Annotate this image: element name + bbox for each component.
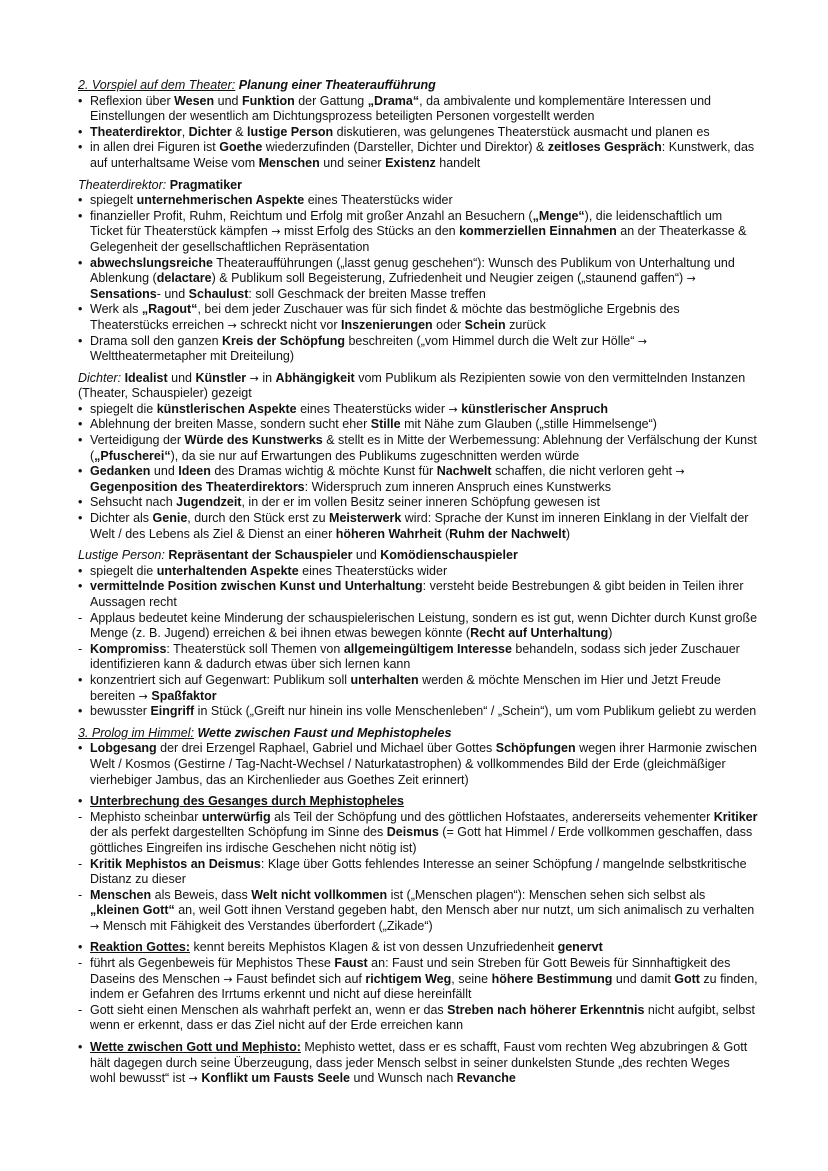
arrow-right-icon: →: [227, 318, 237, 332]
emphasis-text: Unterbrechung des Gesanges durch Mephistopheles: [90, 794, 404, 809]
list-item: • Drama soll den ganzen Kreis der Schöpfung beschreiten („vom Himmel durch die Welt zur Hölle“ → Welttheatermetapher mit Dreiteilung): [78, 333, 648, 364]
emphasis-text: Inszenierungen: [340, 317, 433, 332]
arrow-right-icon: →: [675, 465, 685, 479]
emphasis-text: Gedanken: [90, 464, 151, 479]
list-item: • in allen drei Figuren ist Goethe wiederzufinden (Darsteller, Dichter und Direktor) & zeitloses Gespräch: Kunstwerk, das auf unterhaltsame Weise vom Menschen und seiner Existenz handelt: [78, 140, 755, 170]
emphasis-text: künstlerischen Aspekte: [156, 401, 297, 416]
intro-list: [78, 94, 758, 172]
emphasis-text: Ruhm der Nachwelt: [449, 526, 566, 541]
emphasis-text: künstlerischer Anspruch: [461, 401, 609, 416]
emphasis-text: vermittelnde Position zwischen Kunst und Unterhaltung: [90, 579, 423, 594]
direktor-title: Pragmatiker: [169, 177, 242, 192]
list-item: • spiegelt die unterhaltenden Aspekte eines Theaterstücks wider: [78, 563, 448, 578]
emphasis-text: höhere Bestimmung: [491, 971, 613, 986]
emphasis-text: Gegenposition des Theaterdirektors: [90, 479, 305, 494]
emphasis-text: genervt: [557, 940, 603, 955]
emphasis-text: kommerziellen Einnahmen: [459, 224, 617, 239]
section-heading-vorspiel: [78, 78, 758, 94]
emphasis-text: Recht auf Unterhaltung: [470, 626, 609, 641]
emphasis-text: Genie: [152, 511, 188, 526]
arrow-right-icon: →: [90, 919, 100, 933]
list-item: • Wette zwischen Gott und Mephisto: Mephisto wettet, dass er es schafft, Faust vom rechten Weg abzubringen & Gott hält dagegen durch seine Überzeugung, dass jeder Mensch selbst in seiner dunkelsten Stunde „des rechten Weges wohl bewusst“ ist → Konflikt um Fausts Seele und Wunsch nach Revanche: [78, 1040, 748, 1086]
arrow-right-icon: →: [138, 689, 148, 703]
emphasis-text: Kompromiss: [90, 641, 167, 656]
emphasis-text: „Pfuscherei“: [94, 448, 171, 463]
list-item: - Mephisto scheinbar unterwürfig als Teil der Schöpfung und des göttlichen Hofstaates, andererseits vehementer Kritiker der als perfekt dargestellten Schöpfung im Sinne des Deismus (= Gott hat Himmel / Erde vollkommen geschaffen, dass göttliches Eingreifen ins irdische Geschehen nicht nötig ist): [78, 809, 758, 855]
emphasis-text: unterhalten: [350, 672, 419, 687]
list-item: • vermittelnde Position zwischen Kunst und Unterhaltung: versteht beide Bestrebungen & gibt beiden in Teilen ihrer Aussagen recht: [78, 579, 744, 609]
emphasis-text: Streben nach höherer Erkenntnis: [447, 1002, 645, 1017]
lustige-person-intro: Lustige Person: Repräsentant der Schauspieler und Komödienschauspieler: [78, 548, 518, 563]
emphasis-text: Existenz: [385, 155, 436, 170]
emphasis-text: Welt nicht vollkommen: [251, 887, 388, 902]
list-item: • Reaktion Gottes: kennt bereits Mephistos Klagen & ist von dessen Unzufriedenheit genervt: [78, 940, 603, 955]
list-item: - Kompromiss: Theaterstück soll Themen von allgemeingültigem Interesse behandeln, sodass sich jeder Zuschauer identifizieren kann & dadurch etwas über sich lernen kann: [78, 641, 740, 672]
arrow-right-icon: →: [249, 371, 259, 385]
list-item: • finanzieller Profit, Ruhm, Reichtum und Erfolg mit großer Anzahl an Besuchern („Menge“), die leidenschaftlich um Ticket für Theaterstück kämpfen → misst Erfolg des Stücks an den kommerziellen Einnahmen an der Theaterkasse & Gelegenheit der gesellschaftlichen Repräsentation: [78, 208, 747, 254]
arrow-right-icon: →: [188, 1072, 198, 1086]
section-heading-title: Wette zwischen Faust und Mephistopheles: [197, 725, 452, 740]
emphasis-text: Künstler: [195, 370, 247, 385]
list-item: • bewusster Eingriff in Stück („Greift nur hinein ins volle Menschenleben“ / „Schein“), um vom Publikum geliebt zu werden: [78, 704, 757, 719]
emphasis-text: delactare: [156, 271, 212, 286]
arrow-right-icon: →: [448, 402, 458, 416]
emphasis-text: Kritiker: [713, 809, 758, 824]
emphasis-text: Konflikt um Fausts Seele: [201, 1071, 351, 1086]
emphasis-text: Theaterdirektor: [90, 124, 182, 139]
emphasis-text: unterwürfig: [201, 809, 271, 824]
reaktion-dashes: [78, 956, 758, 1034]
list-item: • konzentriert sich auf Gegenwart: Publikum soll unterhalten werden & möchte Menschen im Hier und Jetzt Freude bereiten → Spaßfaktor: [78, 672, 721, 703]
emphasis-text: Schöpfungen: [495, 741, 576, 756]
list-item: • Lobgesang der drei Erzengel Raphael, Gabriel und Michael über Gottes Schöpfungen wegen ihrer Harmonie zwischen Welt / Kosmos (Gestirne / Tag-Nacht-Wechsel / Naturkatastrophen) & vollkommendes Bild der Erde (gleichmäßiger vierhebiger Jambus, das an Kirchenlieder aus Goethes Zeit erinnert): [78, 741, 757, 787]
emphasis-text: allgemeingültigem Interesse: [343, 641, 512, 656]
emphasis-text: Gott: [674, 971, 700, 986]
wette-list: [78, 1040, 758, 1087]
dichter-intro: Dichter: Idealist und Künstler → in Abhängigkeit vom Publikum als Rezipienten sowie von den vermittelnden Instanzen (Theater, Schauspieler) gezeigt: [78, 370, 746, 401]
direktor-lead: Theaterdirektor:: [78, 177, 167, 192]
section-heading-lead: 2. Vorspiel auf dem Theater:: [78, 78, 236, 92]
unterbrechung-dashes: [78, 810, 758, 935]
section-heading-lead: 3. Prolog im Himmel:: [78, 725, 194, 740]
direktor-heading: [78, 178, 758, 194]
emphasis-text: zeitloses Gespräch: [547, 140, 662, 155]
emphasis-text: „Drama“: [367, 93, 420, 108]
emphasis-text: höheren Wahrheit: [335, 526, 442, 541]
emphasis-text: richtigem Weg: [365, 971, 452, 986]
emphasis-text: Sensations: [90, 286, 157, 301]
emphasis-text: Deismus: [386, 825, 439, 840]
emphasis-text: Dichter: [188, 124, 232, 139]
arrow-right-icon: →: [223, 972, 233, 986]
emphasis-text: Schaulust: [188, 286, 249, 301]
emphasis-text: Dichter:: [78, 370, 122, 385]
emphasis-text: Wette zwischen Gott und Mephisto:: [90, 1040, 301, 1055]
emphasis-text: Nachwelt: [436, 464, 492, 479]
document-page: [78, 78, 758, 1087]
emphasis-text: Idealist: [124, 370, 168, 385]
emphasis-text: Komödienschauspieler: [380, 548, 518, 563]
emphasis-text: Spaßfaktor: [151, 688, 217, 703]
emphasis-text: Repräsentant der Schauspieler: [168, 548, 353, 563]
emphasis-text: Goethe: [219, 140, 263, 155]
list-item: • spiegelt die künstlerischen Aspekte eines Theaterstücks wider → künstlerischer Anspruch: [78, 401, 609, 416]
emphasis-text: Abhängigkeit: [275, 370, 355, 385]
emphasis-text: Eingriff: [150, 704, 195, 719]
emphasis-text: Revanche: [456, 1071, 516, 1086]
emphasis-text: „Ragout“: [141, 302, 198, 317]
list-item: • spiegelt unternehmerischen Aspekte eines Theaterstücks wider: [78, 193, 453, 208]
list-item: - führt als Gegenbeweis für Mephistos These Faust an: Faust und sein Streben für Gott Beweis für Sinnhaftigkeit des Daseins des Menschen → Faust befindet sich auf richtigem Weg, seine höhere Bestimmung und damit Gott zu finden, indem er Gefahren des Irrtums erkennt und nicht auf diese hereinfällt: [78, 956, 758, 1002]
list-item: - Kritik Mephistos an Deismus: Klage über Gotts fehlendes Interesse an seiner Schöpfung / mangelnde selbstkritische Distanz zu dieser: [78, 856, 747, 887]
dichter-list: [78, 402, 758, 542]
list-item: • Dichter als Genie, durch den Stück erst zu Meisterwerk wird: Sprache der Kunst im inneren Einklang in der Vielfalt der Welt / des Lebens als Ziel & Dienst an einer höheren Wahrheit (Ruhm der Nachwelt): [78, 511, 749, 541]
section-heading-prolog: [78, 726, 758, 742]
list-item: • abwechslungsreiche Theateraufführungen („lasst genug geschehen“): Wunsch des Publikum von Unterhaltung und Ablenkung (delactare) & Publikum soll Begeisterung, Zufriedenheit und Neugier zeigen („staunend gaffen“) → Sensations- und Schaulust: soll Geschmack der breiten Masse treffen: [78, 255, 735, 301]
emphasis-text: Lobgesang: [90, 741, 157, 756]
list-item: • Sehsucht nach Jugendzeit, in der er im vollen Besitz seiner inneren Schöpfung gewesen ist: [78, 495, 600, 510]
reaktion-list: [78, 940, 758, 956]
arrow-right-icon: →: [271, 225, 281, 239]
emphasis-text: Faust: [334, 956, 368, 971]
emphasis-text: abwechslungsreiche: [90, 255, 213, 270]
emphasis-text: Würde des Kunstwerks: [184, 433, 323, 448]
emphasis-text: Ideen: [178, 464, 211, 479]
emphasis-text: „kleinen Gott“: [90, 903, 175, 918]
emphasis-text: Stille: [370, 417, 401, 432]
emphasis-text: Kritik Mephistos an Deismus: [90, 856, 261, 871]
list-item: • Verteidigung der Würde des Kunstwerks & stellt es in Mitte der Werbemessung: Ablehnung der Verfälschung der Kunst („Pfuscherei“), da sie nur auf Erwartungen des Publikums zugeschnitten werden würde: [78, 433, 757, 463]
emphasis-text: unternehmerischen Aspekte: [136, 193, 305, 208]
emphasis-text: Funktion: [241, 93, 295, 108]
emphasis-text: Wesen: [174, 93, 215, 108]
emphasis-text: Menschen: [90, 887, 152, 902]
section-heading-title: Planung einer Theateraufführung: [238, 78, 436, 92]
list-item: • Unterbrechung des Gesanges durch Mephistopheles: [78, 794, 404, 809]
list-item: • Werk als „Ragout“, bei dem jeder Zuschauer was für sich findet & möchte das bestmögliche Ergebnis des Theaterstücks erreichen → schreckt nicht vor Inszenierungen oder Schein zurück: [78, 302, 680, 332]
lobgesang-list: [78, 741, 758, 788]
emphasis-text: „Menge“: [532, 208, 585, 223]
list-item: • Theaterdirektor, Dichter & lustige Person diskutieren, was gelungenes Theaterstück ausmacht und planen es: [78, 124, 710, 139]
emphasis-text: Meisterwerk: [329, 511, 402, 526]
emphasis-text: Menschen: [258, 155, 320, 170]
emphasis-text: Kreis der Schöpfung: [222, 333, 345, 348]
list-item: • Gedanken und Ideen des Dramas wichtig & möchte Kunst für Nachwelt schaffen, die nicht verloren geht → Gegenposition des Theaterdirektors: Widerspruch zum inneren Anspruch eines Kunstwerks: [78, 464, 685, 494]
arrow-right-icon: →: [637, 334, 648, 348]
direktor-list: [78, 193, 758, 365]
arrow-right-icon: →: [686, 272, 696, 286]
lustige-person-list: [78, 564, 758, 720]
emphasis-text: Lustige Person:: [78, 548, 165, 563]
list-item: - Gott sieht einen Menschen als wahrhaft perfekt an, wenn er das Streben nach höherer Erkenntnis nicht aufgibt, selbst wenn er erkennt, dass er das Ziel nicht auf der Erde erreichen kann: [78, 1002, 755, 1033]
emphasis-text: Reaktion Gottes:: [90, 940, 191, 955]
emphasis-text: unterhaltenden Aspekte: [156, 563, 299, 578]
list-item: • Reflexion über Wesen und Funktion der Gattung „Drama“, da ambivalente und komplementäre Interessen und Einstellungen der wesentlich am Dichtungsprozess beteiligten Personen vorgestellt werden: [78, 93, 711, 124]
emphasis-text: Schein: [464, 317, 506, 332]
emphasis-text: lustige Person: [247, 124, 334, 139]
unterbrechung-list: [78, 794, 758, 810]
list-item: • Ablehnung der breiten Masse, sondern sucht eher Stille mit Nähe zum Glauben („stille Himmelsenge“): [78, 417, 657, 432]
emphasis-text: Jugendzeit: [176, 495, 242, 510]
list-item: - Applaus bedeutet keine Minderung der schauspielerischen Leistung, sondern es ist gut, wenn Dichter durch Kunst große Menge (z. B. Jugend) erreichen & bei ihnen etwas bewegen könnte (Recht auf Unterhaltung): [78, 610, 758, 641]
list-item: - Menschen als Beweis, dass Welt nicht vollkommen ist („Menschen plagen“): Menschen sehen sich selbst als „kleinen Gott“ an, weil Gott ihnen Verstand gegeben habt, den Mensch aber nur nutzt, um sich animalisch zu verhalten → Mensch mit Fähigkeit des Verstandes überfordert („Zikade“): [78, 887, 755, 933]
